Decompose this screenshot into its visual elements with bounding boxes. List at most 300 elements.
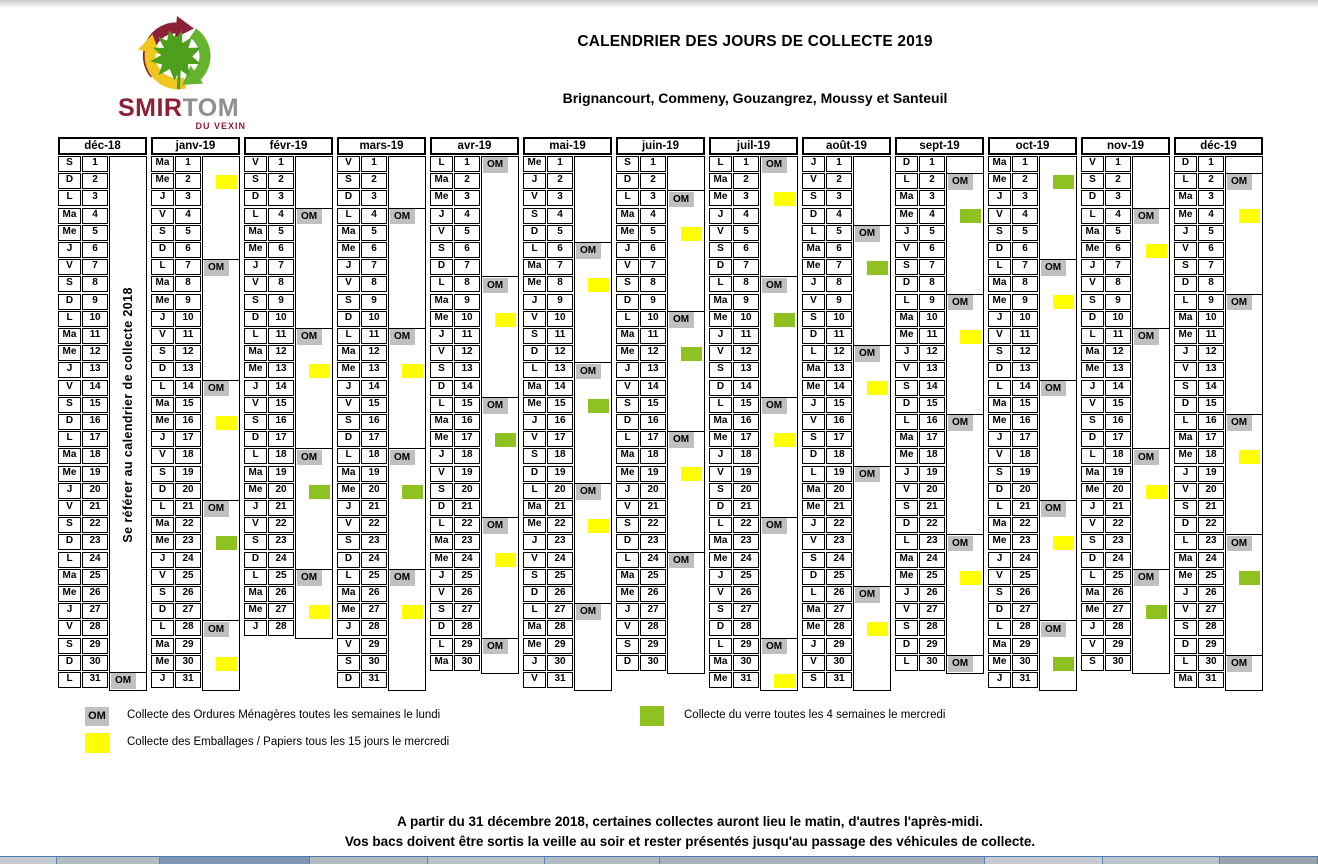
day-number-cell: 5 [268,225,294,241]
day-number-cell: 1 [361,156,387,172]
day-number-cell: 1 [1198,156,1224,172]
day-number-cell: 6 [733,242,759,258]
day-letter-cell: Me [58,225,81,241]
day-number-cell: 22 [640,517,666,533]
day-number-cell: 10 [82,311,108,327]
day-number-cell: 4 [919,208,945,224]
week-block [667,552,705,674]
day-letter-cell: S [988,586,1011,602]
day-number-cell: 25 [454,569,480,585]
week-block [481,517,519,639]
day-number-cell: 26 [454,586,480,602]
day-letter-cell: S [802,311,825,327]
day-number-cell: 18 [1012,448,1038,464]
day-letter-cell: L [1174,173,1197,189]
day-number-cell: 8 [82,276,108,292]
day-letter-cell: L [430,517,453,533]
logo-tagline: DU VEXIN [195,121,246,131]
om-marker: OM [297,329,322,345]
day-letter-cell: J [337,259,360,275]
day-number-cell: 21 [268,500,294,516]
day-number-cell: 14 [919,380,945,396]
window-top-edge [0,0,1318,8]
om-marker: OM [669,432,694,448]
day-number-cell: 11 [919,328,945,344]
emballages-marker [216,416,237,430]
day-number-cell: 19 [919,466,945,482]
day-number-cell: 4 [1012,208,1038,224]
day-letter-cell: J [709,448,732,464]
day-number-cell: 10 [826,311,852,327]
day-number-cell: 9 [547,294,573,310]
month-header: avr-19 [430,137,519,155]
day-letter-cell: S [709,362,732,378]
day-letter-cell: L [802,345,825,361]
day-letter-cell: L [58,672,81,688]
day-number-cell: 31 [826,672,852,688]
day-number-cell: 11 [175,328,201,344]
day-number-cell: 17 [454,431,480,447]
day-number-cell: 25 [1012,569,1038,585]
day-letter-cell: D [523,586,546,602]
day-letter-cell: S [523,448,546,464]
day-number-cell: 16 [268,414,294,430]
day-letter-cell: D [1081,190,1104,206]
day-letter-cell: V [709,466,732,482]
day-number-cell: 29 [1198,638,1224,654]
day-number-cell: 14 [361,380,387,396]
day-letter-cell: J [1081,620,1104,636]
week-block [388,448,426,570]
om-marker: OM [948,295,973,311]
week-block [1225,294,1263,416]
month-column-juin-19 [616,137,705,691]
day-number-cell: 31 [82,672,108,688]
day-number-cell: 23 [454,534,480,550]
day-number-cell: 12 [1012,345,1038,361]
day-letter-cell: V [523,552,546,568]
day-letter-cell: S [430,362,453,378]
day-number-cell: 13 [1198,362,1224,378]
day-number-cell: 30 [175,655,201,671]
day-number-cell: 28 [454,620,480,636]
day-number-cell: 18 [1198,448,1224,464]
day-number-cell: 20 [1105,483,1131,499]
day-number-cell: 24 [175,552,201,568]
day-number-cell: 11 [640,328,666,344]
day-number-cell: 13 [919,362,945,378]
day-letter-cell: Me [895,208,918,224]
emballages-marker [495,313,516,327]
day-number-cell: 27 [1105,603,1131,619]
day-number-cell: 17 [1105,431,1131,447]
day-number-cell: 12 [82,345,108,361]
day-letter-cell: Me [1174,328,1197,344]
day-number-cell: 7 [826,259,852,275]
day-letter-cell: V [616,500,639,516]
day-letter-cell: V [895,483,918,499]
day-letter-cell: S [709,242,732,258]
day-letter-cell: S [988,345,1011,361]
day-number-cell: 22 [733,517,759,533]
day-letter-cell: V [523,431,546,447]
day-letter-cell: D [895,397,918,413]
day-letter-cell: Me [802,620,825,636]
day-number-cell: 1 [82,156,108,172]
week-block [946,294,984,416]
day-letter-cell: V [616,620,639,636]
day-letter-cell: Me [523,397,546,413]
day-letter-cell: Ma [988,156,1011,172]
day-letter-cell: D [709,380,732,396]
day-letter-cell: Ma [709,655,732,671]
day-letter-cell: S [709,483,732,499]
day-number-cell: 19 [1198,466,1224,482]
day-number-cell: 21 [175,500,201,516]
day-letter-cell: S [802,672,825,688]
month-header: févr-19 [244,137,333,155]
day-letter-cell: L [1174,414,1197,430]
day-letter-cell: S [244,173,267,189]
day-letter-cell: V [523,190,546,206]
day-number-cell: 16 [826,414,852,430]
day-letter-cell: S [616,156,639,172]
day-letter-cell: J [988,431,1011,447]
day-letter-cell: J [895,466,918,482]
day-number-cell: 9 [640,294,666,310]
day-letter-cell: L [895,414,918,430]
day-letter-cell: L [988,380,1011,396]
day-number-cell: 18 [268,448,294,464]
day-letter-cell: D [58,294,81,310]
day-number-cell: 19 [1105,466,1131,482]
om-marker: OM [1134,209,1159,225]
day-letter-cell: L [151,380,174,396]
day-letter-cell: S [430,242,453,258]
day-number-cell: 19 [733,466,759,482]
day-number-cell: 1 [547,156,573,172]
day-number-cell: 29 [733,638,759,654]
day-letter-cell: Me [988,534,1011,550]
day-letter-cell: Ma [1174,311,1197,327]
day-number-cell: 20 [919,483,945,499]
day-number-cell: 13 [826,362,852,378]
day-letter-cell: J [802,638,825,654]
month-grid [151,156,240,691]
day-letter-cell: S [1174,500,1197,516]
day-letter-cell: Me [58,466,81,482]
day-number-cell: 2 [361,173,387,189]
day-number-cell: 3 [733,190,759,206]
day-number-cell: 4 [454,208,480,224]
day-number-cell: 3 [1012,190,1038,206]
om-marker: OM [1134,450,1159,466]
verre-marker [216,536,237,550]
day-letter-cell: S [523,569,546,585]
day-number-cell: 10 [1012,311,1038,327]
om-marker: OM [762,639,787,655]
day-number-cell: 3 [1105,190,1131,206]
day-letter-cell: Me [244,603,267,619]
day-letter-cell: D [1174,156,1197,172]
day-number-cell: 14 [733,380,759,396]
day-number-cell: 6 [1012,242,1038,258]
day-letter-cell: D [616,534,639,550]
day-letter-cell: D [337,311,360,327]
day-number-cell: 10 [1198,311,1224,327]
day-number-cell: 20 [1198,483,1224,499]
day-letter-cell: V [1081,638,1104,654]
day-letter-cell: V [337,638,360,654]
day-letter-cell: J [709,208,732,224]
day-letter-cell: D [58,173,81,189]
day-number-cell: 1 [1105,156,1131,172]
day-letter-cell: V [1081,156,1104,172]
week-block [388,208,426,330]
day-letter-cell: J [523,534,546,550]
day-letter-cell: S [802,552,825,568]
day-letter-cell: D [151,603,174,619]
day-letter-cell: V [244,517,267,533]
day-number-cell: 26 [640,586,666,602]
week-block [760,156,798,278]
om-marker: OM [1227,536,1252,552]
day-letter-cell: D [1081,552,1104,568]
day-number-cell: 12 [919,345,945,361]
day-number-cell: 23 [919,534,945,550]
day-letter-cell: J [802,517,825,533]
day-letter-cell: D [337,190,360,206]
day-letter-cell: Ma [1174,672,1197,688]
day-letter-cell: Me [337,362,360,378]
day-letter-cell: S [337,534,360,550]
day-letter-cell: L [1081,448,1104,464]
week-block [667,431,705,553]
week-block [295,208,333,330]
day-number-cell: 22 [361,517,387,533]
om-marker: OM [855,587,880,603]
om-marker: OM [483,398,508,414]
day-number-cell: 8 [175,276,201,292]
day-number-cell: 12 [826,345,852,361]
day-letter-cell: J [988,190,1011,206]
day-letter-cell: J [523,655,546,671]
day-number-cell: 8 [919,276,945,292]
day-letter-cell: J [616,603,639,619]
day-letter-cell: S [151,345,174,361]
day-number-cell: 11 [454,328,480,344]
day-number-cell: 23 [175,534,201,550]
day-letter-cell: Ma [244,345,267,361]
day-number-cell: 13 [547,362,573,378]
day-number-cell: 11 [1012,328,1038,344]
day-letter-cell: Ma [802,362,825,378]
om-marker: OM [483,639,508,655]
day-letter-cell: L [430,156,453,172]
day-number-cell: 19 [175,466,201,482]
day-number-cell: 24 [1012,552,1038,568]
day-number-cell: 11 [82,328,108,344]
month-grid [1174,156,1263,691]
month-column-févr-19 [244,137,333,691]
day-number-cell: 7 [268,259,294,275]
day-letter-cell: L [430,397,453,413]
day-number-cell: 12 [454,345,480,361]
day-letter-cell: S [1081,655,1104,671]
day-number-cell: 7 [1105,259,1131,275]
week-block [946,534,984,656]
om-marker: OM [204,501,229,517]
om-marker: OM [576,243,601,259]
day-number-cell: 15 [82,397,108,413]
day-number-cell: 23 [268,534,294,550]
day-number-cell: 4 [1105,208,1131,224]
day-letter-cell: D [58,655,81,671]
emballages-marker [1239,450,1260,464]
day-letter-cell: L [58,552,81,568]
week-block [1225,156,1263,175]
day-number-cell: 26 [547,586,573,602]
day-number-cell: 2 [82,173,108,189]
om-marker: OM [297,209,322,225]
day-number-cell: 27 [361,603,387,619]
week-block [388,328,426,450]
day-number-cell: 24 [361,552,387,568]
day-number-cell: 20 [454,483,480,499]
day-letter-cell: D [523,345,546,361]
day-letter-cell: L [988,620,1011,636]
day-letter-cell: Ma [709,414,732,430]
day-letter-cell: V [58,500,81,516]
day-letter-cell: L [709,397,732,413]
day-number-cell: 28 [826,620,852,636]
day-letter-cell: D [895,638,918,654]
day-letter-cell: V [337,156,360,172]
day-letter-cell: L [1081,328,1104,344]
day-letter-cell: S [337,173,360,189]
om-marker: OM [948,174,973,190]
day-number-cell: 18 [826,448,852,464]
day-number-cell: 7 [1012,259,1038,275]
week-block [667,311,705,433]
day-letter-cell: L [895,655,918,671]
day-letter-cell: L [430,638,453,654]
week-block [202,380,240,502]
day-number-cell: 30 [82,655,108,671]
day-letter-cell: S [895,620,918,636]
week-block [1039,156,1077,261]
day-number-cell: 30 [1012,655,1038,671]
day-number-cell: 4 [826,208,852,224]
om-marker: OM [390,570,415,586]
day-number-cell: 20 [1012,483,1038,499]
day-number-cell: 10 [733,311,759,327]
day-number-cell: 11 [826,328,852,344]
day-letter-cell: V [802,655,825,671]
day-number-cell: 8 [640,276,666,292]
day-number-cell: 23 [826,534,852,550]
day-letter-cell: Ma [616,448,639,464]
week-block [481,156,519,278]
day-number-cell: 26 [268,586,294,602]
om-marker: OM [204,622,229,638]
week-block [574,242,612,364]
emballages-marker [867,622,888,636]
day-number-cell: 8 [733,276,759,292]
day-letter-cell: V [1174,242,1197,258]
day-letter-cell: V [58,620,81,636]
day-letter-cell: J [523,294,546,310]
day-number-cell: 9 [733,294,759,310]
day-letter-cell: L [988,259,1011,275]
om-marker: OM [669,192,694,208]
day-letter-cell: V [709,225,732,241]
day-number-cell: 14 [826,380,852,396]
day-letter-cell: Ma [430,173,453,189]
day-letter-cell: V [244,276,267,292]
day-number-cell: 10 [268,311,294,327]
day-letter-cell: D [802,448,825,464]
om-marker: OM [576,364,601,380]
day-number-cell: 3 [454,190,480,206]
day-letter-cell: L [244,328,267,344]
day-letter-cell: J [523,173,546,189]
verre-marker [681,347,702,361]
day-letter-cell: Me [58,345,81,361]
day-number-cell: 22 [919,517,945,533]
day-letter-cell: V [895,362,918,378]
day-letter-cell: Me [523,638,546,654]
verre-marker [1053,657,1074,671]
om-marker: OM [669,553,694,569]
week-block [760,276,798,398]
day-number-cell: 1 [733,156,759,172]
om-marker: OM [1134,329,1159,345]
day-letter-cell: D [244,552,267,568]
day-number-cell: 29 [82,638,108,654]
day-letter-cell: L [895,294,918,310]
day-number-cell: 18 [175,448,201,464]
day-number-cell: 15 [361,397,387,413]
day-letter-cell: V [1174,362,1197,378]
day-number-cell: 17 [361,431,387,447]
day-number-cell: 31 [547,672,573,688]
day-letter-cell: Me [709,552,732,568]
day-letter-cell: Ma [430,534,453,550]
day-letter-cell: L [337,569,360,585]
day-letter-cell: Ma [988,638,1011,654]
day-letter-cell: Ma [58,328,81,344]
day-number-cell: 21 [1105,500,1131,516]
day-letter-cell: D [802,328,825,344]
day-letter-cell: J [58,362,81,378]
day-number-cell: 29 [547,638,573,654]
day-number-cell: 26 [175,586,201,602]
day-letter-cell: J [802,156,825,172]
day-number-cell: 16 [361,414,387,430]
day-letter-cell: D [1174,517,1197,533]
day-number-cell: 29 [454,638,480,654]
day-letter-cell: D [523,466,546,482]
day-number-cell: 21 [919,500,945,516]
day-letter-cell: V [709,586,732,602]
day-letter-cell: L [1081,569,1104,585]
day-letter-cell: S [1081,534,1104,550]
day-number-cell: 25 [1198,569,1224,585]
month-header: mai-19 [523,137,612,155]
day-letter-cell: D [151,483,174,499]
day-number-cell: 11 [1105,328,1131,344]
